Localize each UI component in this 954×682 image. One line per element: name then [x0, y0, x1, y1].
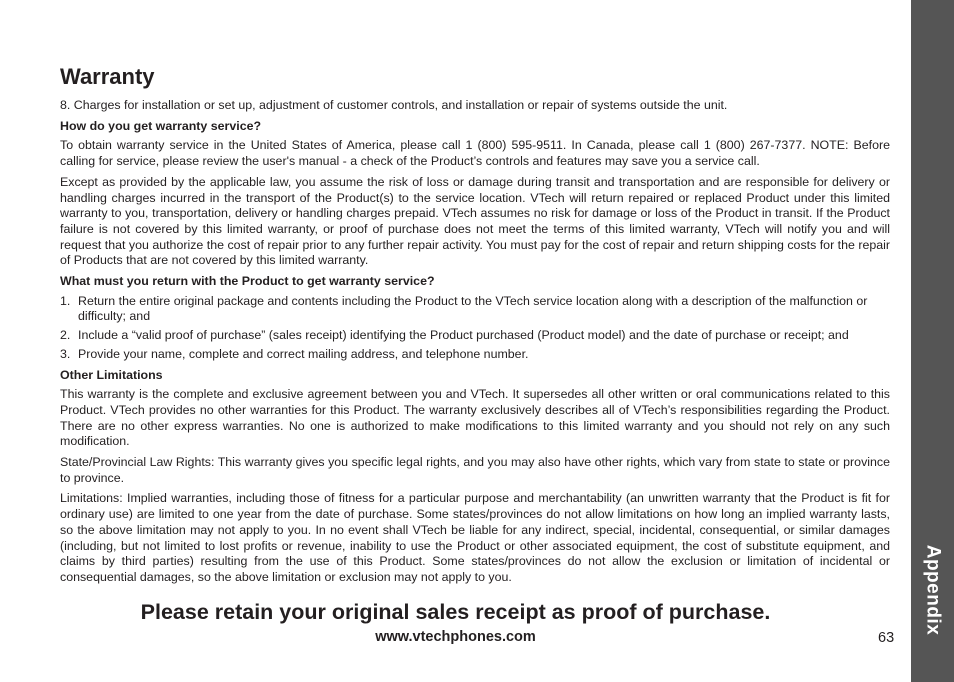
receipt-notice: Please retain your original sales receipt as proof of purchase. [140, 600, 771, 624]
page-content [60, 64, 890, 591]
list-item [60, 294, 890, 325]
list-item-text: Return the entire original package and contents including the Product to the VTech service location along with a description of the malfunction or difficulty; and [78, 293, 868, 324]
service-paragraph-1: To obtain warranty service in the United States of America, please call 1 (800) 595-9511. In Canada, please call 1 (800) 267-7377. NOTE: Before calling for service, please review the user's manual - a check of the Product’s controls and features may save you a service call. [60, 138, 890, 169]
section-tab-label-wrapper [911, 530, 954, 650]
limitations-paragraph-3: Limitations: Implied warranties, including those of fitness for a particular purpose and merchantability (an unwritten warranty that the Product is fit for ordinary use) are limited to one year from the date of purchase. Some states/provinces do not allow limitations on how long an implied warranty lasts, so the above limitation may not apply to you. In no event shall VTech be liable for any indirect, special, incidental, consequential, or similar damages (including, but not limited to lost profits or revenue, inability to use the Product or other associated equipment, the cost of substitute equipment, and claims by third parties) resulting from the use of this Product. Some states/provinces do not allow the exclusion or limitation of incidental or consequential damages, so the above limitation or exclusion may not apply to you. [60, 491, 890, 584]
page-number: 63 [878, 630, 895, 646]
list-item-text: Include a “valid proof of purchase” (sales receipt) identifying the Product purchased (Product model) and the date of purchase or receipt; and [78, 328, 849, 343]
limitations-paragraph-2: State/Provincial Law Rights: This warranty gives you specific legal rights, and you may also have other rights, which vary from state to state or province to province. [60, 455, 890, 485]
limitations-heading: Other Limitations [60, 367, 163, 382]
service-heading: How do you get warranty service? [60, 118, 262, 133]
website-url: www.vtechphones.com [375, 629, 536, 645]
list-item-number: 3. [60, 346, 71, 361]
list-item-number: 2. [60, 328, 71, 343]
list-item-number: 1. [60, 293, 71, 308]
return-list [60, 294, 890, 363]
list-item [60, 328, 890, 344]
intro-list-item: 8. Charges for installation or set up, adjustment of customer controls, and installation or repair of systems outside the unit. [60, 98, 728, 112]
limitations-paragraph-1: This warranty is the complete and exclusive agreement between you and VTech. It supersedes all other written or oral communications related to this Product. VTech provides no other warranties for this Product. The warranty exclusively describes all of VTech’s responsibilities regarding the Product. There are no other express warranties. No one is authorized to make modifications to this limited warranty and you should not rely on any such modification. [60, 387, 890, 449]
section-tab-label: Appendix [922, 544, 944, 636]
service-paragraph-2: Except as provided by the applicable law, you assume the risk of loss or damage during transit and transportation and are responsible for delivery or handling charges incurred in the transport of the Product(s) to the service location. VTech will return repaired or replaced Product under this limited warranty to you, transportation, delivery or handling charges prepaid. VTech assumes no risk for damage or loss of the Product in transit. If the Product failure is not covered by this limited warranty, or proof of purchase does not meet the terms of this limited warranty, VTech will notify you and will request that you authorize the cost of repair prior to any further repair activity. You must pay for the cost of repair and return shipping costs for the repair of Products that are not covered by this limited warranty. [60, 174, 890, 268]
return-heading: What must you return with the Product to get warranty service? [60, 274, 435, 289]
page-title: Warranty [60, 64, 155, 89]
list-item-text: Provide your name, complete and correct mailing address, and telephone number. [78, 346, 529, 361]
list-item [60, 347, 890, 363]
